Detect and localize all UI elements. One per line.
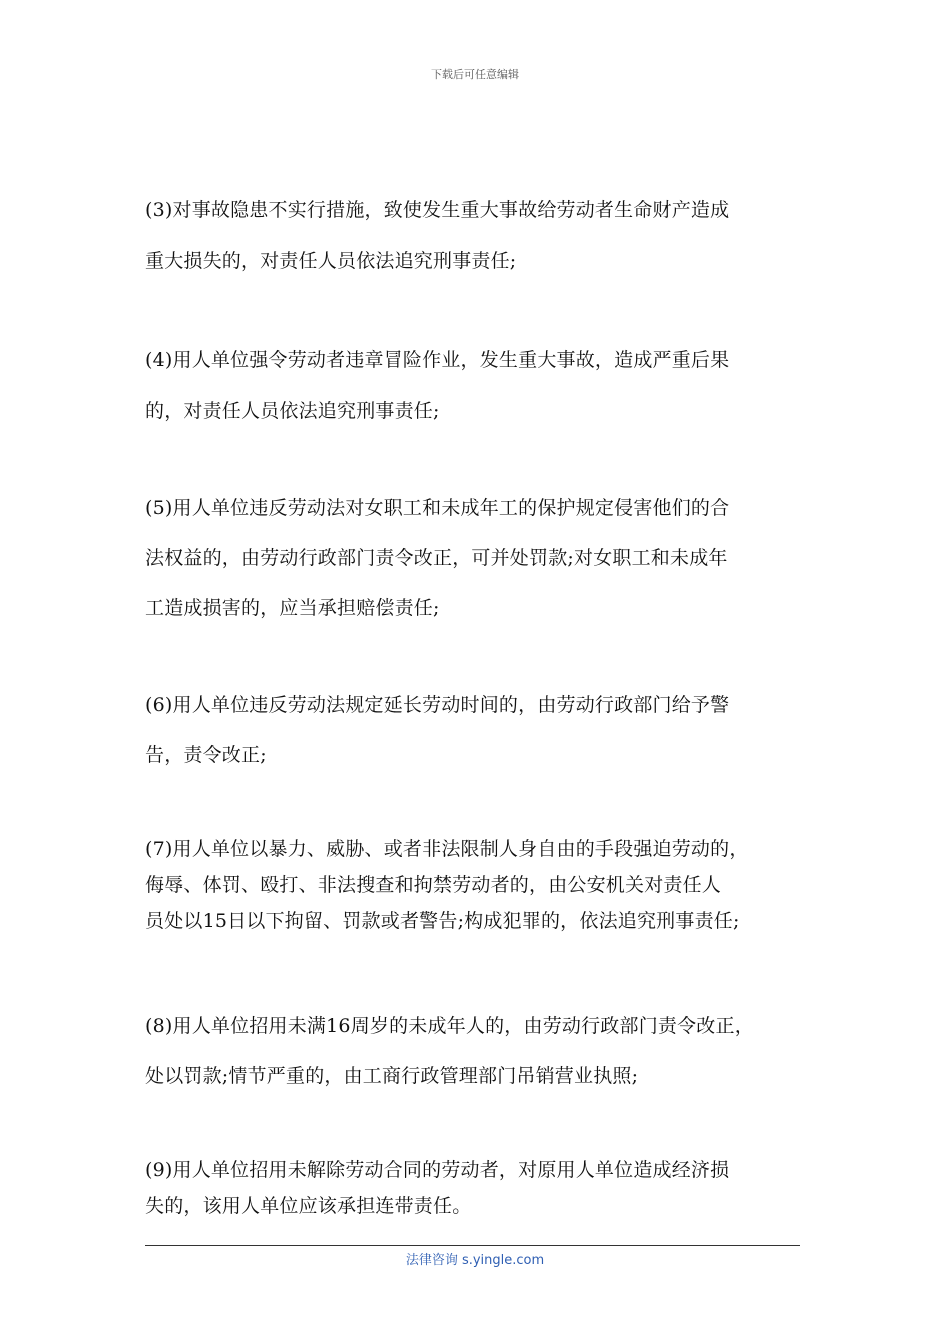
- paragraph-line: (4)用人单位强令劳动者违章冒险作业，发生重大事故，造成严重后果: [145, 349, 730, 371]
- paragraph-line: 处以罚款;情节严重的，由工商行政管理部门吊销营业执照;: [145, 1065, 639, 1087]
- footer-link[interactable]: 法律咨询 s.yingle.com: [405, 1253, 545, 1268]
- paragraph-line: 重大损失的，对责任人员依法追究刑事责任;: [145, 250, 517, 272]
- paragraph-8: [145, 1001, 815, 1101]
- paragraph-5: [145, 483, 815, 633]
- paragraph-line: 侮辱、体罚、殴打、非法搜查和拘禁劳动者的，由公安机关对责任人: [145, 874, 722, 896]
- paragraph-6: [145, 680, 815, 780]
- paragraph-line: 员处以15日以下拘留、罚款或者警告;构成犯罪的，依法追究刑事责任;: [145, 910, 740, 932]
- footer-divider: [145, 1245, 800, 1246]
- paragraph-line: 法权益的，由劳动行政部门责令改正，可并处罚款;对女职工和未成年: [145, 547, 728, 569]
- paragraph-line: (5)用人单位违反劳动法对女职工和未成年工的保护规定侵害他们的合: [145, 497, 730, 519]
- paragraph-3: [145, 185, 815, 287]
- paragraph-line: 告，责令改正;: [145, 744, 267, 766]
- paragraph-7: [145, 831, 815, 939]
- page-header: 下载后可任意编辑: [431, 68, 519, 81]
- paragraph-line: (6)用人单位违反劳动法规定延长劳动时间的，由劳动行政部门给予警: [145, 694, 730, 716]
- paragraph-line: (8)用人单位招用未满16周岁的未成年人的，由劳动行政部门责令改正，: [145, 1015, 754, 1037]
- paragraph-line: (9)用人单位招用未解除劳动合同的劳动者，对原用人单位造成经济损: [145, 1159, 730, 1181]
- paragraph-line: (3)对事故隐患不实行措施，致使发生重大事故给劳动者生命财产造成: [145, 199, 730, 221]
- paragraph-9: [145, 1152, 815, 1224]
- paragraph-4: [145, 335, 815, 437]
- paragraph-line: 的，对责任人员依法追究刑事责任;: [145, 400, 440, 422]
- paragraph-line: 工造成损害的，应当承担赔偿责任;: [145, 597, 440, 619]
- paragraph-line: 失的，该用人单位应该承担连带责任。: [145, 1195, 472, 1217]
- paragraph-line: (7)用人单位以暴力、威胁、或者非法限制人身自由的手段强迫劳动的，: [145, 838, 749, 860]
